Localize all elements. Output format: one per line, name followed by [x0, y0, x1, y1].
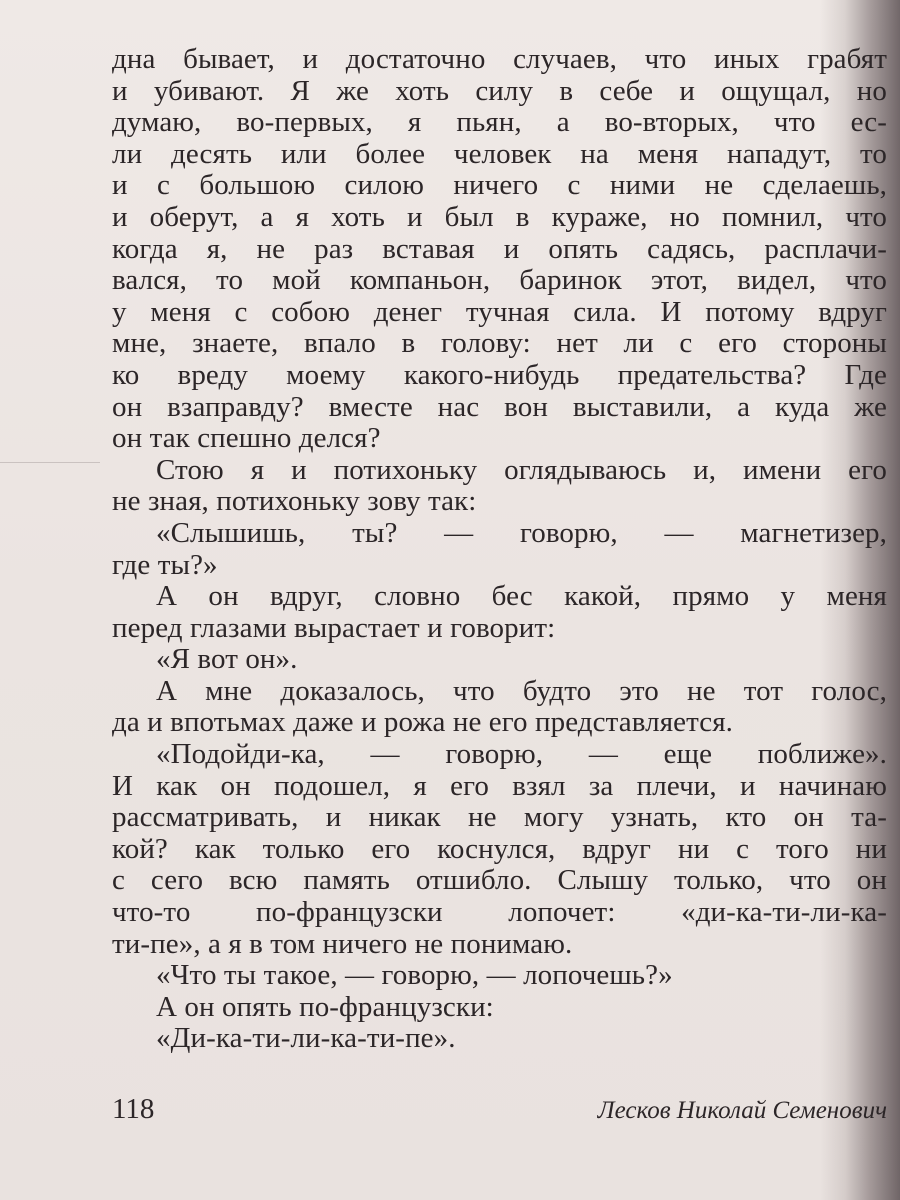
- text-line: когда я, не раз вставая и опять садясь, расплачи-: [112, 232, 887, 265]
- text-line: где ты?»: [112, 548, 218, 581]
- page-crease: [0, 462, 100, 463]
- text-line: И как он подошел, я его взял за плечи, и начинаю: [112, 769, 887, 802]
- text-line: перед глазами вырастает и говорит:: [112, 611, 556, 644]
- text-line: «Подойди-ка, — говорю, — еще поближе».: [156, 738, 887, 771]
- text-line: мне, знаете, впало в голову: нет ли с его стороны: [112, 327, 887, 360]
- page-number: 118: [112, 1093, 155, 1125]
- text-line: Стою я и потихоньку оглядываюсь и, имени его: [156, 453, 887, 486]
- text-line: думаю, во-первых, я пьян, а во-вторых, что ес-: [112, 106, 887, 139]
- text-line: с сего всю память отшибло. Слышу только, что он: [112, 864, 887, 897]
- text-line: «Слышишь, ты? — говорю, — магнетизер,: [156, 516, 887, 549]
- text-line: у меня с собою денег тучная сила. И потому вдруг: [112, 295, 887, 328]
- text-line: А мне доказалось, что будто это не тот голос,: [156, 674, 887, 707]
- text-line: ти-пе», а я в том ничего не понимаю.: [112, 927, 573, 960]
- text-line: и с большою силою ничего с ними не сделаешь,: [112, 169, 887, 202]
- text-line: ли десять или более человек на меня нападут, то: [112, 137, 887, 170]
- text-line: что-то по-французски лопочет: «ди-ка-ти-ли-ка-: [112, 896, 887, 929]
- text-line: «Ди-ка-ти-ли-ка-ти-пе».: [156, 1022, 456, 1055]
- text-line: и убивают. Я же хоть силу в себе и ощущал, но: [112, 74, 887, 107]
- text-line: он так спешно делся?: [112, 422, 381, 455]
- text-line: и оберут, а я хоть и был в кураже, но помнил, что: [112, 200, 887, 233]
- text-line: «Что ты такое, — говорю, — лопочешь?»: [156, 959, 673, 992]
- text-line: не зная, потихоньку зову так:: [112, 485, 477, 518]
- text-line: рассматривать, и никак не могу узнать, кто он та-: [112, 801, 887, 834]
- text-line: он взаправду? вместе нас вон выставили, а куда же: [112, 390, 887, 423]
- body-text: [112, 44, 887, 1055]
- text-line: А он вдруг, словно бес какой, прямо у меня: [156, 580, 887, 613]
- text-line: «Я вот он».: [156, 643, 298, 676]
- text-line: дна бывает, и достаточно случаев, что иных грабят: [112, 43, 887, 75]
- text-line: кой? как только его коснулся, вдруг ни с того ни: [112, 832, 887, 865]
- running-title: Лесков Николай Семенович: [597, 1097, 887, 1124]
- text-line: ко вреду моему какого-нибудь предательства? Где: [112, 358, 887, 391]
- text-line: А он опять по-французски:: [156, 990, 494, 1023]
- text-line: да и впотьмах даже и рожа не его представляется.: [112, 706, 734, 739]
- text-line: вался, то мой компаньон, баринок этот, видел, что: [112, 264, 887, 297]
